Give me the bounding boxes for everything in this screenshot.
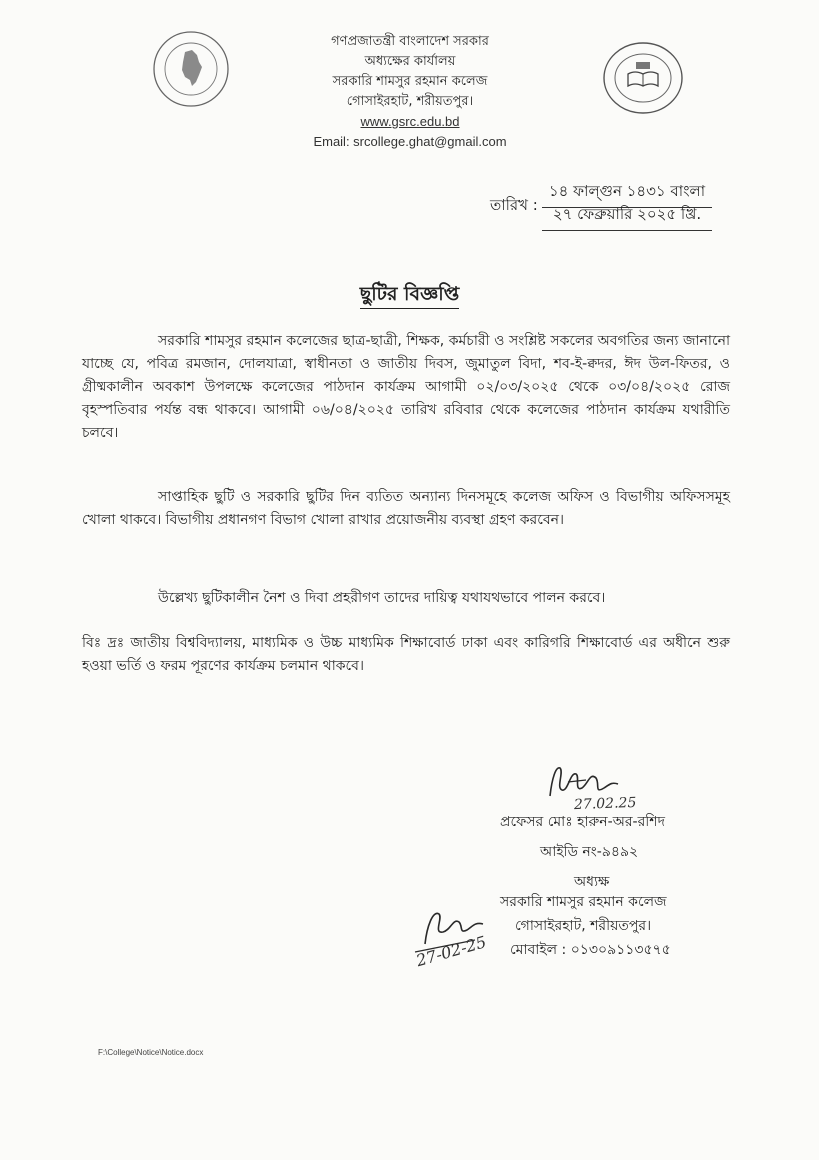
letterhead-government: গণপ্রজাতন্ত্রী বাংলাদেশ সরকার [331, 34, 489, 49]
paragraph-3: উল্লেখ্য ছুটিকালীন নৈশ ও দিবা প্রহরীগণ তাদের দায়িত্ব যথাযথভাবে পালন করবে। [158, 590, 606, 606]
date-bangla: ১৪ ফাল্গুন ১৪৩১ বাংলা [542, 180, 712, 208]
signatory-id: আইডি নং-৯৪৯২ [540, 844, 639, 860]
bangladesh-map-seal-icon [152, 30, 230, 108]
handwritten-date-2: 27-02-25 [414, 932, 489, 971]
file-path: F:\College\Notice\Notice.docx [98, 1048, 204, 1057]
email-address: Email: srcollege.ghat@gmail.com [313, 134, 507, 149]
letterhead-address: গোসাইরহাট, শরীয়তপুর। [346, 94, 474, 109]
government-seal [152, 30, 230, 108]
college-seal [602, 40, 684, 116]
date-gregorian: ২৭ ফেব্রুয়ারি ২০২৫ খ্রি. [542, 203, 712, 231]
signatory-designation: অধ্যক্ষ [574, 874, 610, 890]
paragraph-1: সরকারি শামসুর রহমান কলেজের ছাত্র-ছাত্রী, শিক্ষক, কর্মচারী ও সংশ্লিষ্ট সকলের অবগতির জন্য জানানো যাচ্ছে যে, পবিত্র রমজান, দোলযাত্রা, স্বাধীনতা ও জাতীয় দিবস, জুমাতুল বিদা, শব-ই-ক্বদর, ঈদ উল-ফিতর, ও গ্রীষ্মকালীন অবকাশ উপলক্ষে কলেজের পাঠদান কার্যক্রম আগামী ০২/০৩/২০২৫ থেকে ০৩/০৪/২০২৫ রোজ বৃহস্পতিবার পর্যন্ত বন্ধ থাকবে। আগামী ০৬/০৪/২০২৫ তারিখ রবিবার থেকে কলেজের পাঠদান কার্যক্রম যথারীতি চলবে। [82, 333, 730, 441]
signatory-address: গোসাইরহাট, শরীয়তপুর। [515, 918, 652, 934]
date-label: তারিখ : [490, 196, 538, 214]
signatory-mobile: মোবাইল : ০১৩০৯১১৩৫৭৫ [510, 942, 671, 958]
paragraph-note: বিঃ দ্রঃ জাতীয় বিশ্ববিদ্যালয়, মাধ্যমিক ও উচ্চ মাধ্যমিক শিক্ষাবোর্ড ঢাকা এবং কারিগরি শিক্ষাবোর্ড এর অধীনে শুরু হওয়া ভর্তি ও ফরম পূরণের কার্যক্রম চলমান থাকবে। [82, 635, 730, 674]
letterhead-college: সরকারি শামসুর রহমান কলেজ [332, 74, 488, 89]
letterhead-office: অধ্যক্ষের কার্যালয় [364, 54, 456, 69]
signatory-college: সরকারি শামসুর রহমান কলেজ [500, 894, 667, 910]
signatory-name: প্রফেসর মোঃ হারুন-অর-রশিদ [500, 814, 665, 830]
paragraph-2: সাপ্তাহিক ছুটি ও সরকারি ছুটির দিন ব্যতিত অন্যান্য দিনসমূহে কলেজ অফিস ও বিভাগীয় অফিসসমূহ খোলা থাকবে। বিভাগীয় প্রধানগণ বিভাগ খোলা রাখার প্রয়োজনীয় ব্যবস্থা গ্রহণ করবেন। [82, 489, 730, 528]
handwritten-date-1: 27.02.25 [573, 794, 637, 814]
notice-title: ছুটির বিজ্ঞপ্তি [360, 283, 460, 309]
notice-title-wrap [0, 280, 819, 312]
website-link[interactable]: www.gsrc.edu.bd [360, 114, 460, 129]
letterhead [260, 32, 560, 152]
date-block [490, 180, 720, 230]
college-book-seal-icon [602, 40, 684, 116]
